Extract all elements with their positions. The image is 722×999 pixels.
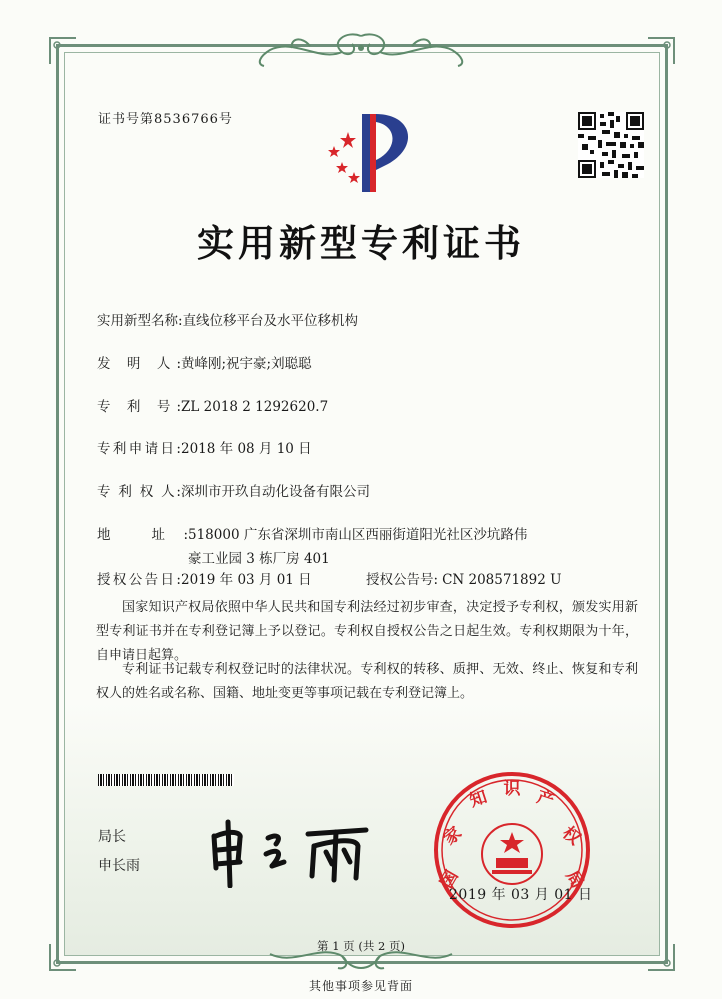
svg-text:国: 国 (436, 867, 463, 892)
patentee-value: 深圳市开玖自动化设备有限公司 (181, 484, 370, 500)
inventor-value: 黄峰刚;祝宇豪;刘聪聪 (181, 356, 312, 372)
cnipa-logo-icon (312, 108, 422, 198)
certificate-title: 实用新型专利证书 (197, 221, 525, 265)
qr-code-icon (578, 112, 644, 178)
corner-ornament-top-left (48, 36, 78, 66)
grant-number-row (366, 568, 561, 588)
top-ornament (250, 28, 472, 70)
legal-paragraph-2: 专利证书记载专利权登记时的法律状况。专利权的转移、质押、无效、终止、恢复和专利权人的姓名或名称、国籍、地址变更等事项记载在专利登记簿上。 (96, 662, 638, 701)
svg-text:权: 权 (558, 823, 585, 850)
patentee-label: 专 利 权 人: (97, 484, 181, 500)
grant-number-value: CN 208571892 U (442, 572, 562, 588)
address-line-2: 豪工业园 3 栋厂房 401 (188, 551, 330, 567)
patent-number-row (97, 395, 328, 415)
director-signature-icon (206, 816, 376, 888)
filing-date-row (97, 437, 312, 457)
utility-model-name-value: 直线位移平台及水平位移机构 (182, 313, 359, 329)
svg-text:局: 局 (561, 867, 588, 892)
patent-number-label: 专 利 号: (97, 399, 181, 415)
director-title: 局长 (98, 829, 126, 845)
official-seal-icon (432, 770, 592, 930)
director-name: 申长雨 (98, 858, 140, 874)
address-label: 地 址: (97, 527, 188, 543)
address-row (97, 523, 527, 543)
filing-date-label: 专利申请日: (97, 441, 181, 457)
page-number: 第 1 页 (共 2 页) (317, 939, 405, 953)
seal-date: 2019 年 03 月 01 日 (449, 887, 593, 903)
filing-date-value: 2018 年 08 月 10 日 (181, 441, 312, 457)
svg-text:家: 家 (439, 823, 466, 850)
svg-text:识: 识 (503, 779, 521, 799)
grant-date-label: 授权公告日: (97, 572, 181, 588)
grant-date-value: 2019 年 03 月 01 日 (181, 572, 312, 588)
corner-ornament-top-right (646, 36, 676, 66)
certificate-number: 证书号第8536766号 (98, 112, 233, 127)
svg-text:知: 知 (467, 787, 490, 812)
patent-number-value: ZL 2018 2 1292620.7 (181, 399, 329, 415)
barcode (98, 774, 234, 786)
patentee-row (97, 480, 370, 500)
svg-text:产: 产 (534, 787, 557, 812)
grant-number-label: 授权公告号: (366, 572, 439, 588)
grant-date-row (97, 568, 312, 588)
inventor-row (97, 352, 312, 372)
inventor-label: 发 明 人: (97, 356, 181, 372)
legal-paragraph-1: 国家知识产权局依照中华人民共和国专利法经过初步审查，决定授予专利权，颁发实用新型专利证书并在专利登记簿上予以登记。专利权自授权公告之日起生效。专利权期限为十年，自申请日起算。 (96, 600, 638, 663)
utility-model-name-row (97, 309, 358, 329)
address-line-1: 518000 广东省深圳市南山区西丽街道阳光社区沙坑路伟 (188, 527, 528, 543)
utility-model-name-label: 实用新型名称: (97, 313, 183, 329)
footer-note: 其他事项参见背面 (308, 979, 413, 993)
